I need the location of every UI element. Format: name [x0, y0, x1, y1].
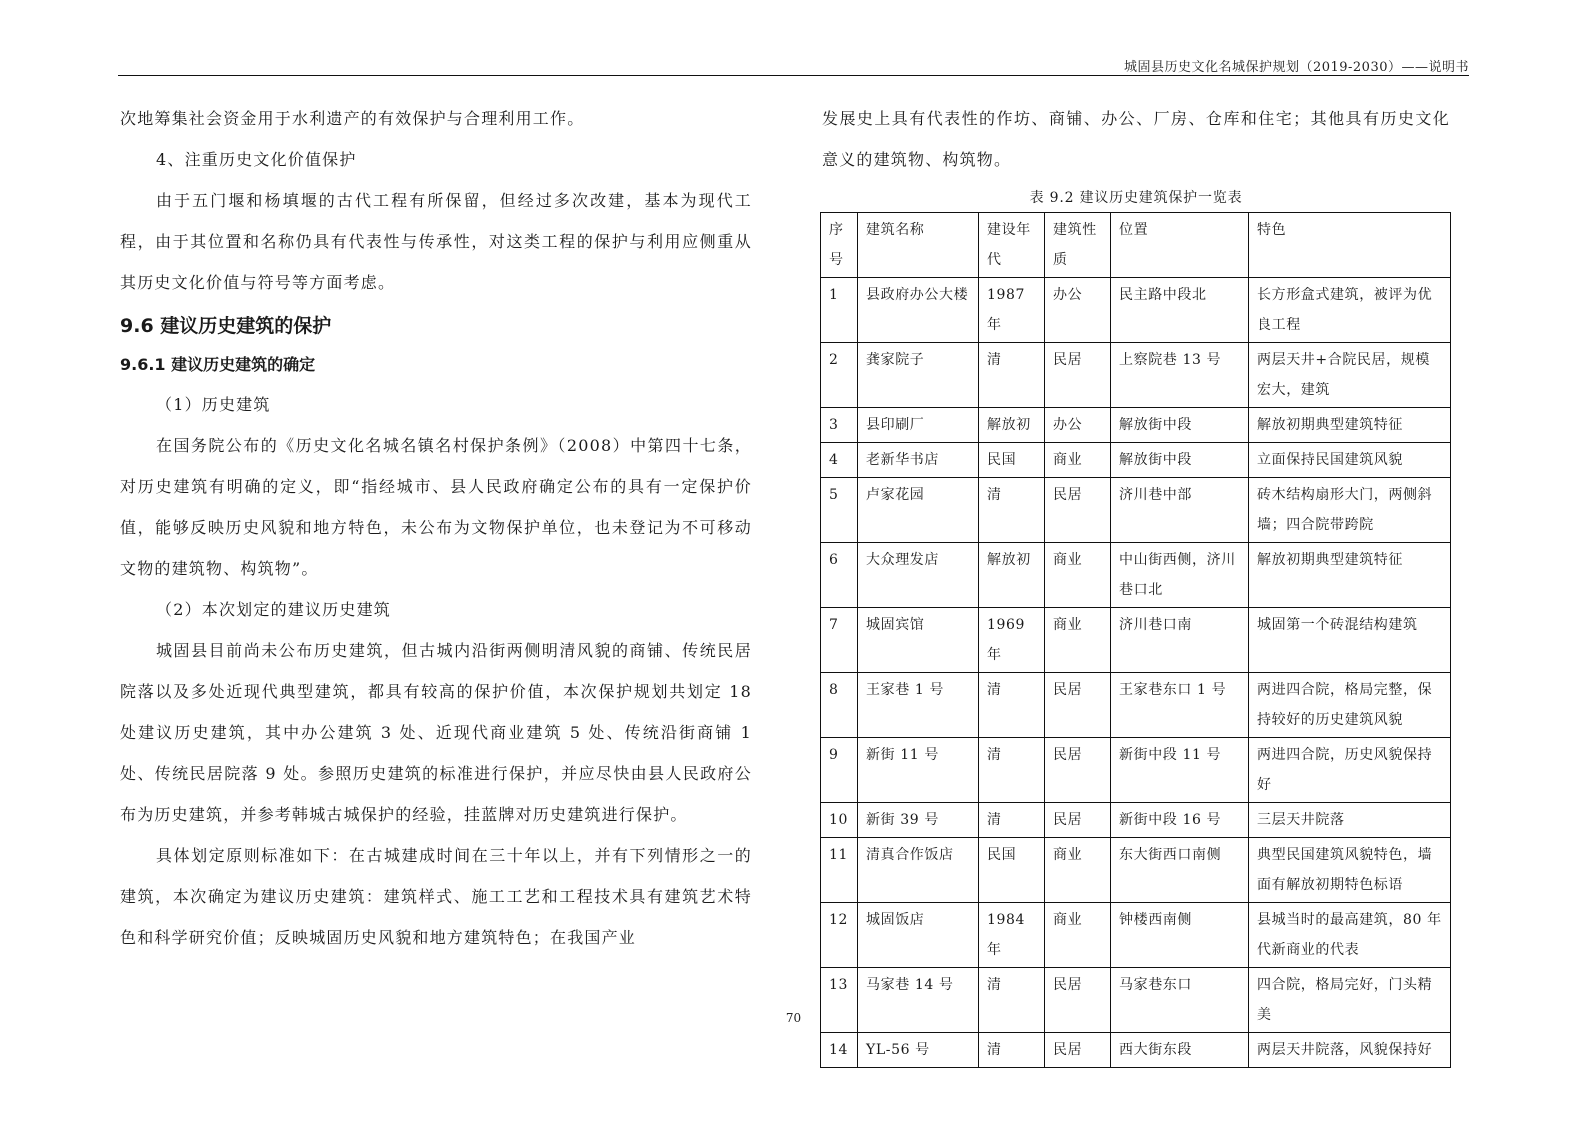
cell-name: 老新华书店	[858, 443, 979, 478]
cell-location: 解放街中段	[1111, 443, 1249, 478]
cell-location: 新街中段 11 号	[1111, 738, 1249, 803]
cell-location: 民主路中段北	[1111, 278, 1249, 343]
table-row	[821, 803, 1451, 838]
table-header-row	[821, 213, 1451, 278]
cell-era: 民国	[979, 443, 1045, 478]
cell-type: 民居	[1045, 803, 1111, 838]
cell-index: 5	[821, 478, 858, 543]
header-cell-location: 位置	[1111, 213, 1249, 278]
cell-type: 民居	[1045, 738, 1111, 803]
cell-feature: 两进四合院，历史风貌保持好	[1249, 738, 1451, 803]
table-row	[821, 1033, 1451, 1068]
cell-location: 王家巷东口 1 号	[1111, 673, 1249, 738]
table-row	[821, 408, 1451, 443]
right-column	[822, 98, 1450, 1068]
paragraph: 由于五门堰和杨填堰的古代工程有所保留，但经过多次改建，基本为现代工程，由于其位置和名称仍具有代表性与传承性，对这类工程的保护与利用应侧重从其历史文化价值与符号等方面考虑。	[120, 191, 752, 292]
left-column	[120, 98, 752, 958]
cell-era: 清	[979, 803, 1045, 838]
cell-era: 民国	[979, 838, 1045, 903]
cell-era: 1987 年	[979, 278, 1045, 343]
cell-index: 14	[821, 1033, 858, 1068]
cell-era: 解放初	[979, 543, 1045, 608]
cell-location: 西大街东段	[1111, 1033, 1249, 1068]
cell-location: 解放街中段	[1111, 408, 1249, 443]
header-cell-era: 建设年代	[979, 213, 1045, 278]
historic-buildings-table	[820, 212, 1451, 1068]
cell-location: 马家巷东口	[1111, 968, 1249, 1033]
cell-location: 钟楼西南侧	[1111, 903, 1249, 968]
cell-feature: 两层天井+合院民居，规模宏大，建筑	[1249, 343, 1451, 408]
cell-era: 清	[979, 478, 1045, 543]
cell-index: 6	[821, 543, 858, 608]
cell-name: 城固宾馆	[858, 608, 979, 673]
cell-feature: 四合院，格局完好，门头精美	[1249, 968, 1451, 1033]
header-cell-feature: 特色	[1249, 213, 1451, 278]
cell-type: 办公	[1045, 408, 1111, 443]
cell-name: 马家巷 14 号	[858, 968, 979, 1033]
cell-name: 新街 39 号	[858, 803, 979, 838]
cell-name: 清真合作饭店	[858, 838, 979, 903]
table-row	[821, 478, 1451, 543]
table-row	[821, 673, 1451, 738]
cell-era: 清	[979, 738, 1045, 803]
cell-index: 3	[821, 408, 858, 443]
cell-type: 商业	[1045, 443, 1111, 478]
cell-type: 商业	[1045, 838, 1111, 903]
cell-index: 1	[821, 278, 858, 343]
cell-index: 11	[821, 838, 858, 903]
paragraph: 在国务院公布的《历史文化名城名镇名村保护条例》（2008）中第四十七条，对历史建筑有明确的定义，即“指经城市、县人民政府确定公布的具有一定保护价值，能够反映历史风貌和地方特色，未公布为文物保护单位，也未登记为不可移动文物的建筑物、构筑物”。	[120, 436, 752, 578]
cell-location: 东大街西口南侧	[1111, 838, 1249, 903]
list-heading: （2）本次划定的建议历史建筑	[156, 600, 391, 619]
cell-feature: 砖木结构扇形大门，两侧斜墙；四合院带跨院	[1249, 478, 1451, 543]
cell-index: 10	[821, 803, 858, 838]
table-row	[821, 343, 1451, 408]
cell-type: 商业	[1045, 903, 1111, 968]
header-cell-index: 序号	[821, 213, 858, 278]
header-rule	[118, 75, 1469, 76]
cell-era: 清	[979, 673, 1045, 738]
cell-era: 1969 年	[979, 608, 1045, 673]
cell-index: 8	[821, 673, 858, 738]
cell-name: 新街 11 号	[858, 738, 979, 803]
cell-feature: 两层天井院落，风貌保持好	[1249, 1033, 1451, 1068]
cell-name: 龚家院子	[858, 343, 979, 408]
cell-name: 城固饭店	[858, 903, 979, 968]
cell-type: 民居	[1045, 1033, 1111, 1068]
cell-feature: 城固第一个砖混结构建筑	[1249, 608, 1451, 673]
cell-era: 解放初	[979, 408, 1045, 443]
cell-location: 中山街西侧，济川巷口北	[1111, 543, 1249, 608]
paragraph: 次地筹集社会资金用于水利遗产的有效保护与合理利用工作。	[120, 109, 585, 128]
list-heading: （1）历史建筑	[156, 395, 271, 414]
cell-name: 县印刷厂	[858, 408, 979, 443]
cell-index: 13	[821, 968, 858, 1033]
document-header-title: 城固县历史文化名城保护规划（2019-2030）——说明书	[1123, 60, 1469, 75]
subsection-heading: 9.6.1 建议历史建筑的确定	[120, 355, 316, 374]
cell-feature: 解放初期典型建筑特征	[1249, 543, 1451, 608]
page-number: 70	[785, 1011, 802, 1025]
table-row	[821, 903, 1451, 968]
cell-location: 济川巷中部	[1111, 478, 1249, 543]
cell-feature: 长方形盒式建筑，被评为优良工程	[1249, 278, 1451, 343]
cell-era: 清	[979, 968, 1045, 1033]
cell-type: 商业	[1045, 543, 1111, 608]
cell-type: 民居	[1045, 343, 1111, 408]
cell-era: 清	[979, 1033, 1045, 1068]
cell-feature: 立面保持民国建筑风貌	[1249, 443, 1451, 478]
paragraph: 具体划定原则标准如下：在古城建成时间在三十年以上，并有下列情形之一的建筑，本次确定为建议历史建筑：建筑样式、施工工艺和工程技术具有建筑艺术特色和科学研究价值；反映城固历史风貌和地方建筑特色；在我国产业	[120, 846, 752, 947]
cell-name: 王家巷 1 号	[858, 673, 979, 738]
header-cell-name: 建筑名称	[858, 213, 979, 278]
section-heading: 9.6 建议历史建筑的保护	[120, 315, 332, 337]
table-row	[821, 543, 1451, 608]
table-caption: 表 9.2 建议历史建筑保护一览表	[1029, 190, 1243, 206]
cell-location: 济川巷口南	[1111, 608, 1249, 673]
cell-index: 4	[821, 443, 858, 478]
table-row	[821, 838, 1451, 903]
table-body	[821, 278, 1451, 1068]
cell-era: 1984 年	[979, 903, 1045, 968]
cell-index: 12	[821, 903, 858, 968]
cell-name: YL-56 号	[858, 1033, 979, 1068]
cell-type: 民居	[1045, 673, 1111, 738]
cell-name: 卢家花园	[858, 478, 979, 543]
cell-feature: 两进四合院，格局完整，保持较好的历史建筑风貌	[1249, 673, 1451, 738]
table-row	[821, 608, 1451, 673]
paragraph: 发展史上具有代表性的作坊、商铺、办公、厂房、仓库和住宅；其他具有历史文化意义的建筑物、构筑物。	[822, 109, 1450, 169]
cell-feature: 三层天井院落	[1249, 803, 1451, 838]
cell-era: 清	[979, 343, 1045, 408]
cell-feature: 县城当时的最高建筑，80 年代新商业的代表	[1249, 903, 1451, 968]
cell-type: 民居	[1045, 478, 1111, 543]
cell-type: 民居	[1045, 968, 1111, 1033]
header-cell-type: 建筑性质	[1045, 213, 1111, 278]
list-heading: 4、注重历史文化价值保护	[156, 150, 357, 169]
table-row	[821, 278, 1451, 343]
cell-type: 办公	[1045, 278, 1111, 343]
paragraph: 城固县目前尚未公布历史建筑，但古城内沿街两侧明清风貌的商铺、传统民居院落以及多处近现代典型建筑，都具有较高的保护价值，本次保护规划共划定 18 处建议历史建筑，其中办公建筑 3 处、近现代商业建筑 5 处、传统沿街商铺 1 处、传统民居院落 9 处。参照历史建筑的标准进行保护，并应尽快由县人民政府公布为历史建筑，并参考韩城古城保护的经验，挂蓝牌对历史建筑进行保护。	[120, 641, 752, 824]
cell-name: 县政府办公大楼	[858, 278, 979, 343]
cell-location: 新街中段 16 号	[1111, 803, 1249, 838]
cell-index: 2	[821, 343, 858, 408]
cell-index: 9	[821, 738, 858, 803]
table-row	[821, 738, 1451, 803]
cell-feature: 典型民国建筑风貌特色，墙面有解放初期特色标语	[1249, 838, 1451, 903]
cell-type: 商业	[1045, 608, 1111, 673]
cell-feature: 解放初期典型建筑特征	[1249, 408, 1451, 443]
table-row	[821, 443, 1451, 478]
cell-location: 上察院巷 13 号	[1111, 343, 1249, 408]
cell-name: 大众理发店	[858, 543, 979, 608]
cell-index: 7	[821, 608, 858, 673]
